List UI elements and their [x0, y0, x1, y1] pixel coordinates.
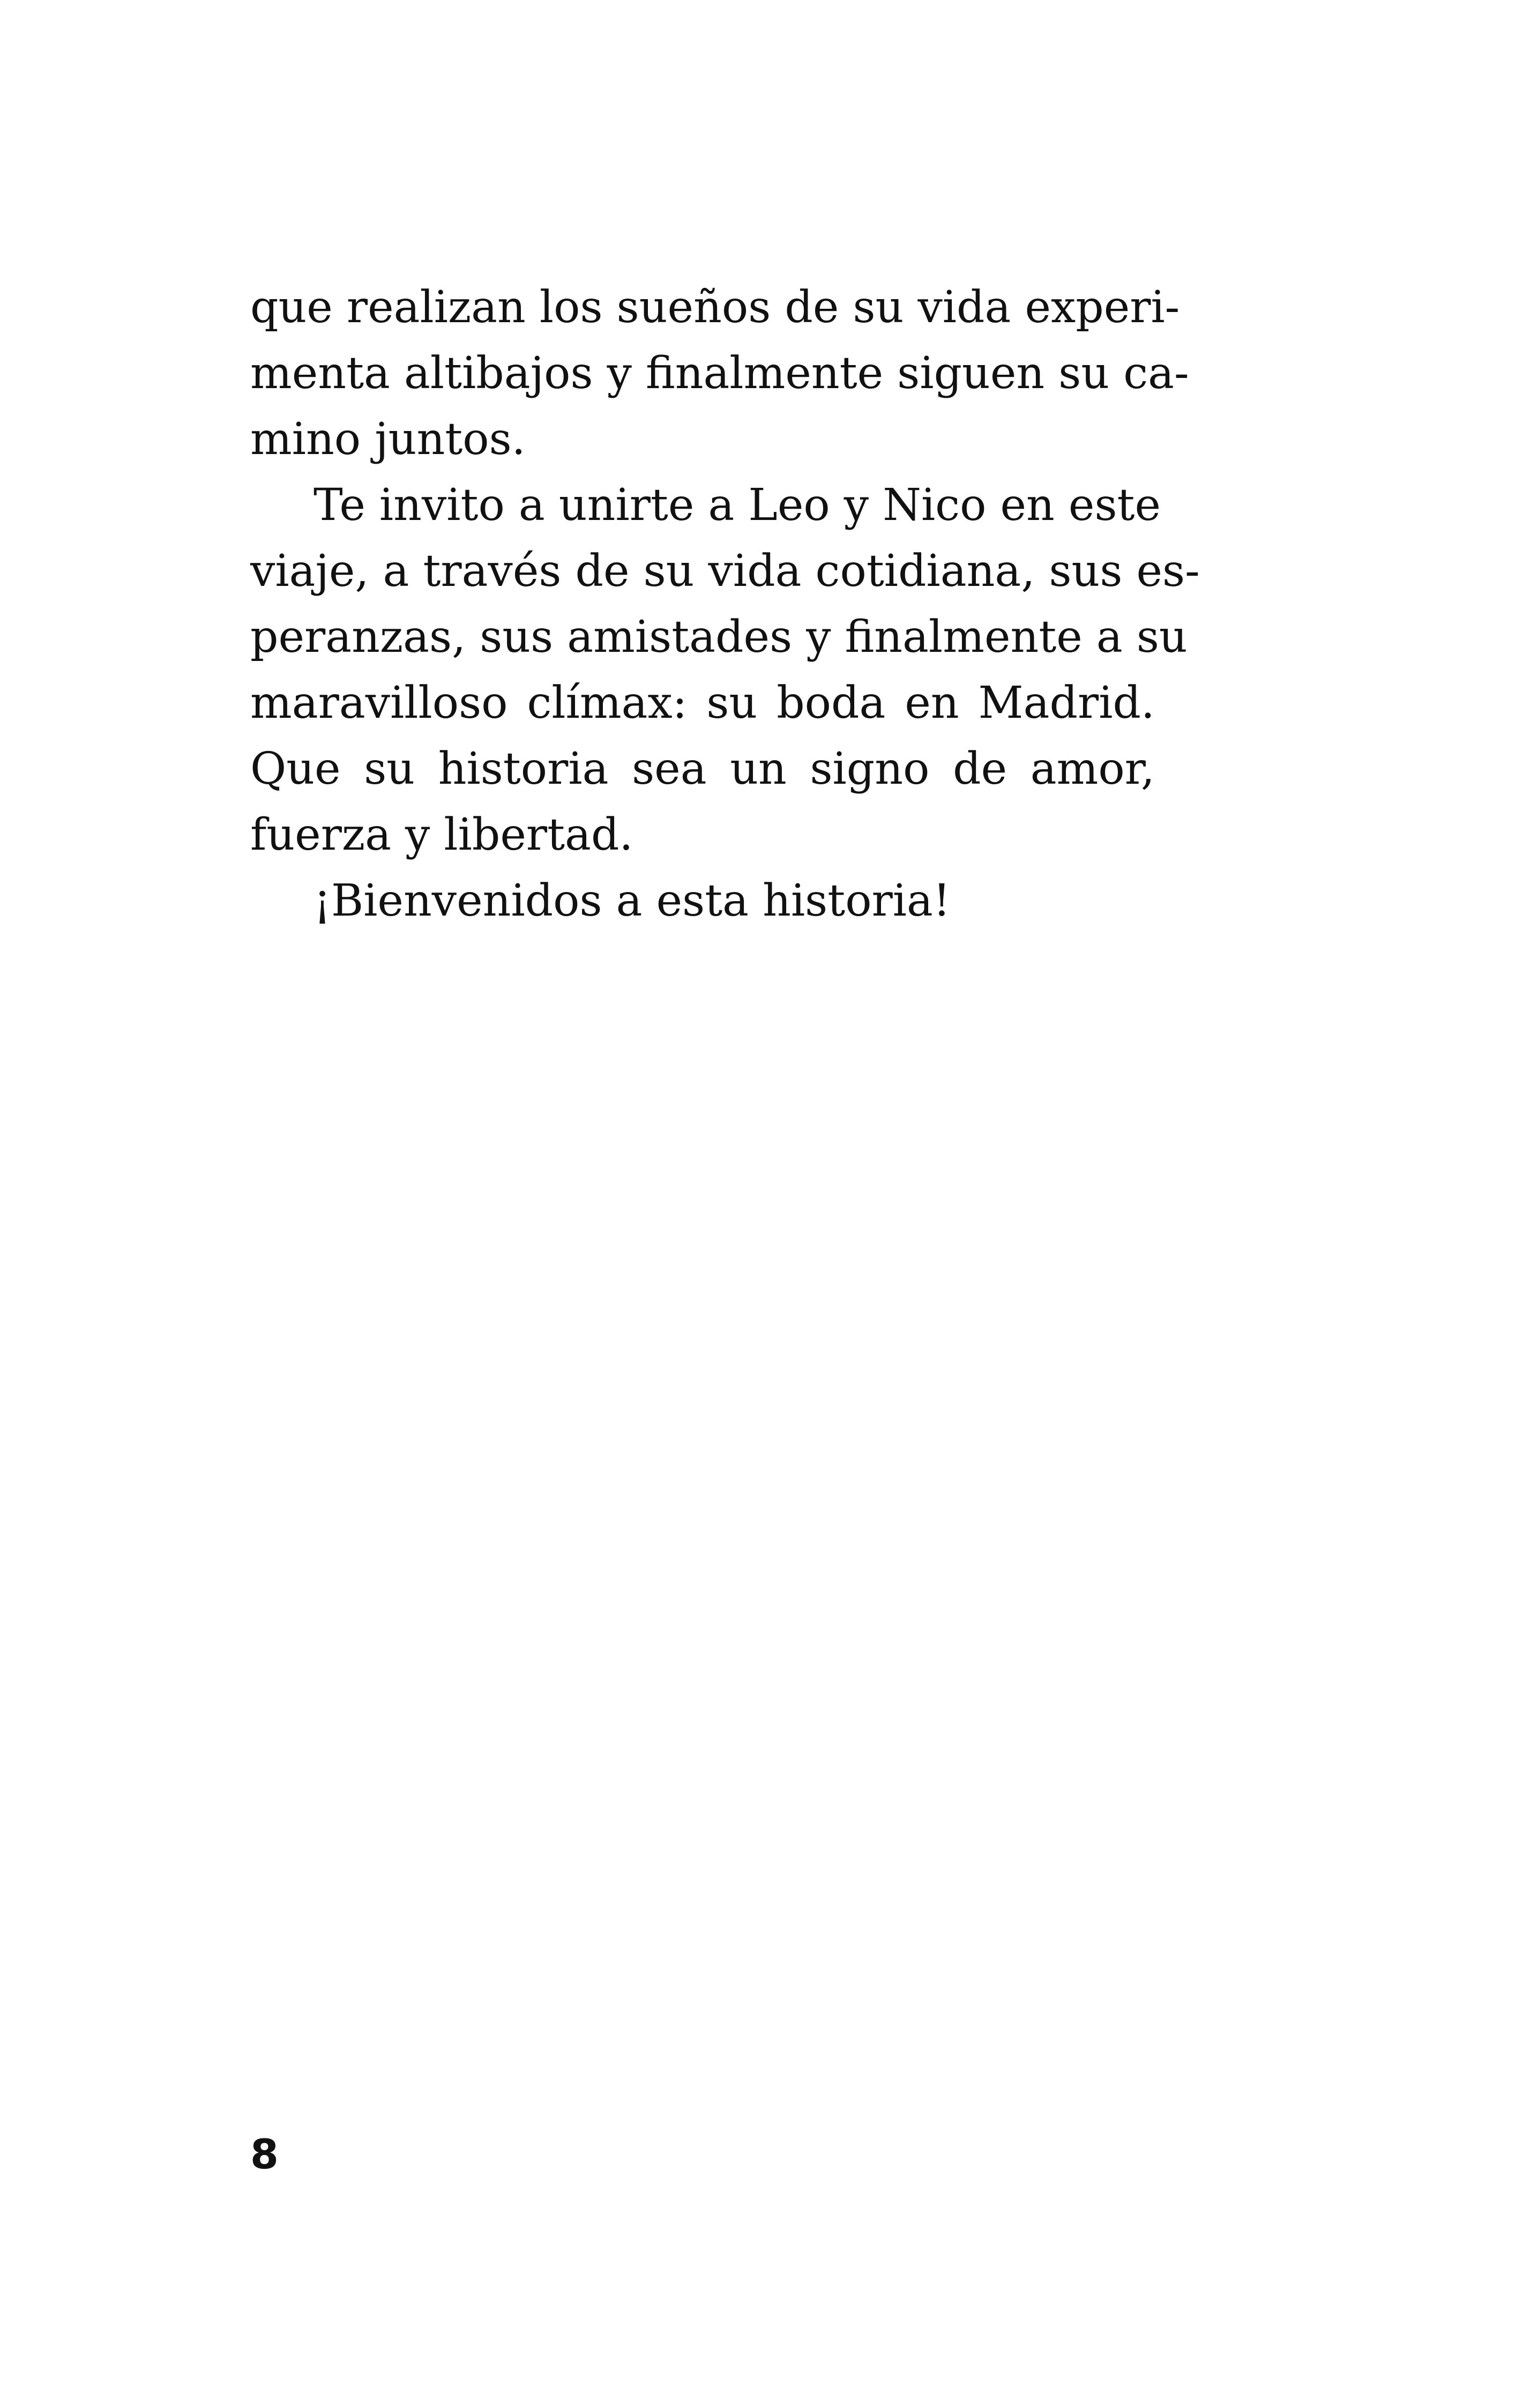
text-line: mino juntos.: [250, 414, 526, 465]
text-line: menta altibajos y finalmente siguen su ca-: [250, 348, 1189, 399]
page-number: 8: [250, 2130, 279, 2178]
text-line: fuerza y libertad.: [250, 809, 633, 860]
text-line: Te invito a unirte a Leo y Nico en este: [313, 480, 1161, 531]
body-text: [250, 274, 1200, 934]
text-line: ¡Bienvenidos a esta historia!: [313, 875, 951, 926]
text-line: viaje, a través de su vida cotidiana, sus es-: [250, 546, 1200, 597]
text-line: que realizan los sueños de su vida experi-: [250, 282, 1180, 333]
text-line: Que su historia sea un signo de amor,: [250, 744, 1155, 794]
text-line: maravilloso clímax: su boda en Madrid.: [250, 678, 1155, 729]
text-line: peranzas, sus amistades y finalmente a su: [250, 612, 1188, 663]
